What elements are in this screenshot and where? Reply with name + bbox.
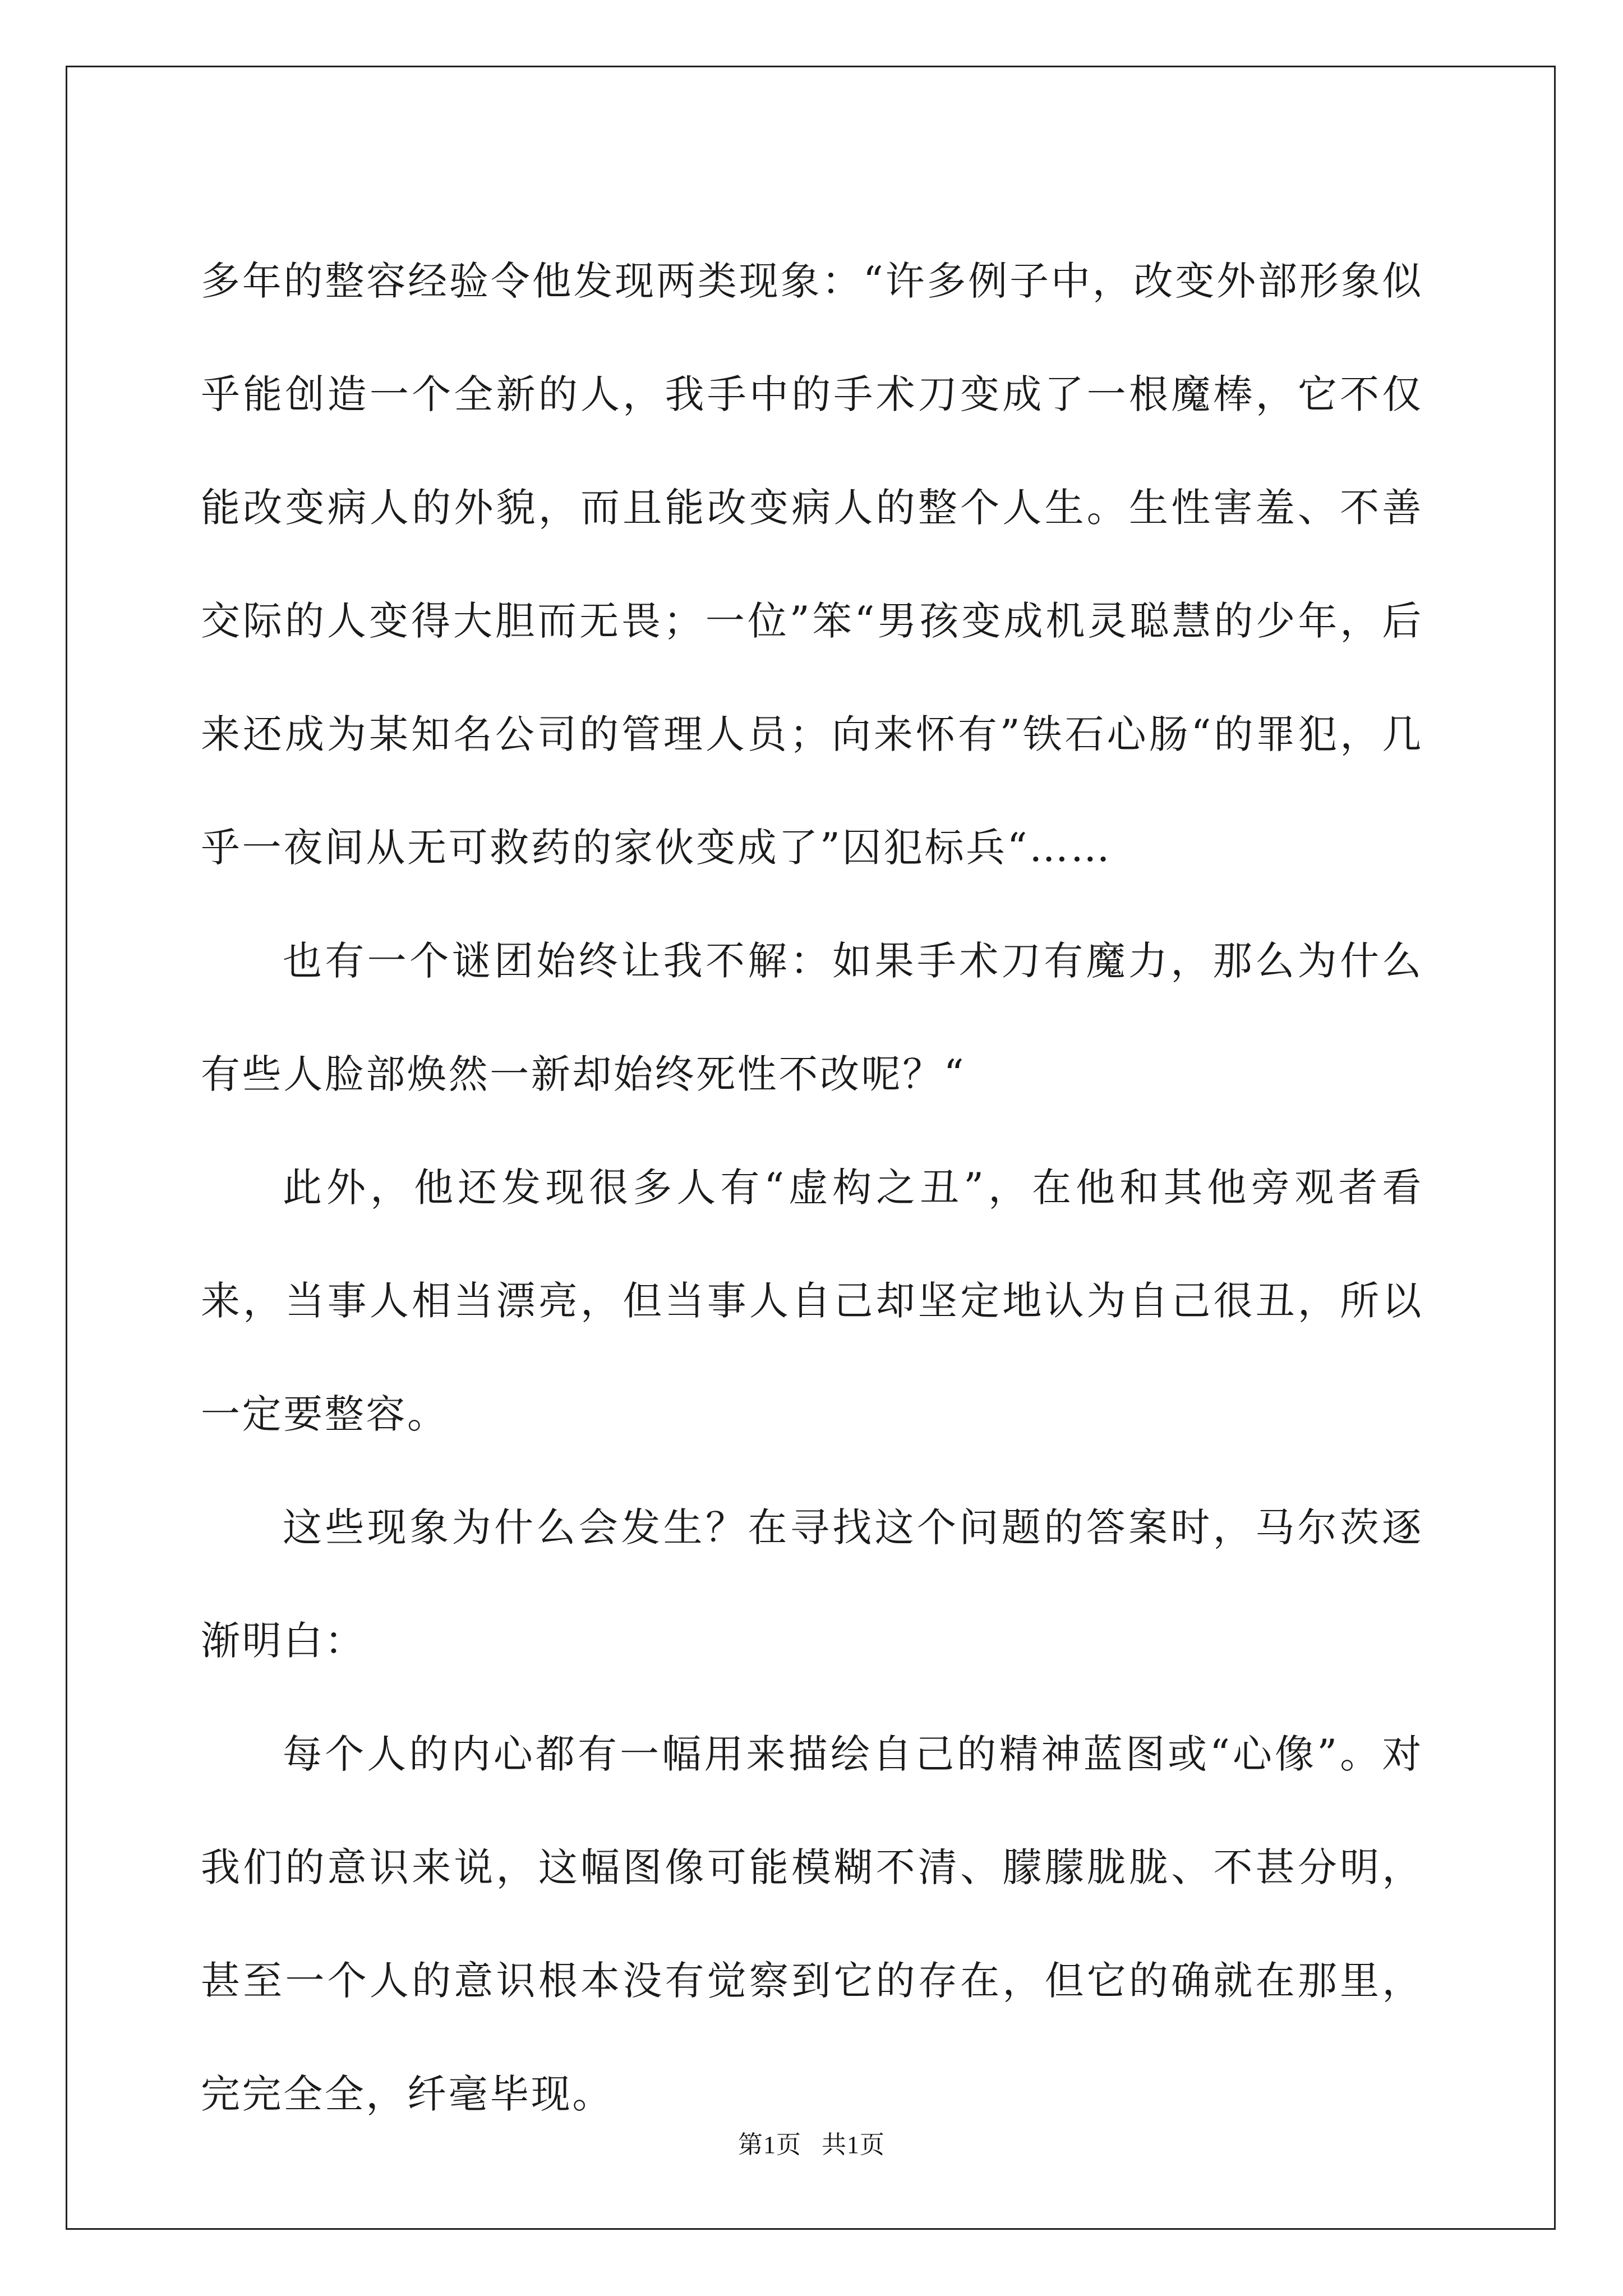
page-number: 第1页 <box>738 2131 801 2159</box>
paragraph-1: 多年的整容经验令他发现两类现象：“许多例子中，改变外部形象似乎能创造一个全新的人，我手中的手术刀变成了一根魔棒，它不仅能改变病人的外貌，而且能改变病人的整个人生。生性害羞、不善交际的人变得大胆而无畏；一位”笨“男孩变成机灵聪慧的少年，后来还成为某知名公司的管理人员；向来怀有”铁石心肠“的罪犯，几乎一夜间从无可救药的家伙变成了”囚犯标兵“…… <box>201 258 1423 871</box>
paragraph-3: 此外，他还发现很多人有“虚构之丑”，在他和其他旁观者看来，当事人相当漂亮，但当事人自己却坚定地认为自己很丑，所以一定要整容。 <box>201 1165 1423 1437</box>
document-body <box>201 224 1423 2151</box>
page-total: 共1页 <box>822 2131 885 2159</box>
paragraph-2: 也有一个谜团始终让我不解：如果手术刀有魔力，那么为什么有些人脸部焕然一新却始终死性不改呢？“ <box>201 938 1423 1097</box>
footer-spacer <box>801 2131 822 2159</box>
page-footer <box>0 2124 1623 2160</box>
paragraph-4: 这些现象为什么会发生？在寻找这个问题的答案时，马尔茨逐渐明白： <box>201 1504 1423 1664</box>
paragraph-5: 每个人的内心都有一幅用来描绘自己的精神蓝图或“心像”。对我们的意识来说，这幅图像可能模糊不清、朦朦胧胧、不甚分明，甚至一个人的意识根本没有觉察到它的存在，但它的确就在那里，完完全全，纤毫毕现。 <box>201 1731 1423 2117</box>
